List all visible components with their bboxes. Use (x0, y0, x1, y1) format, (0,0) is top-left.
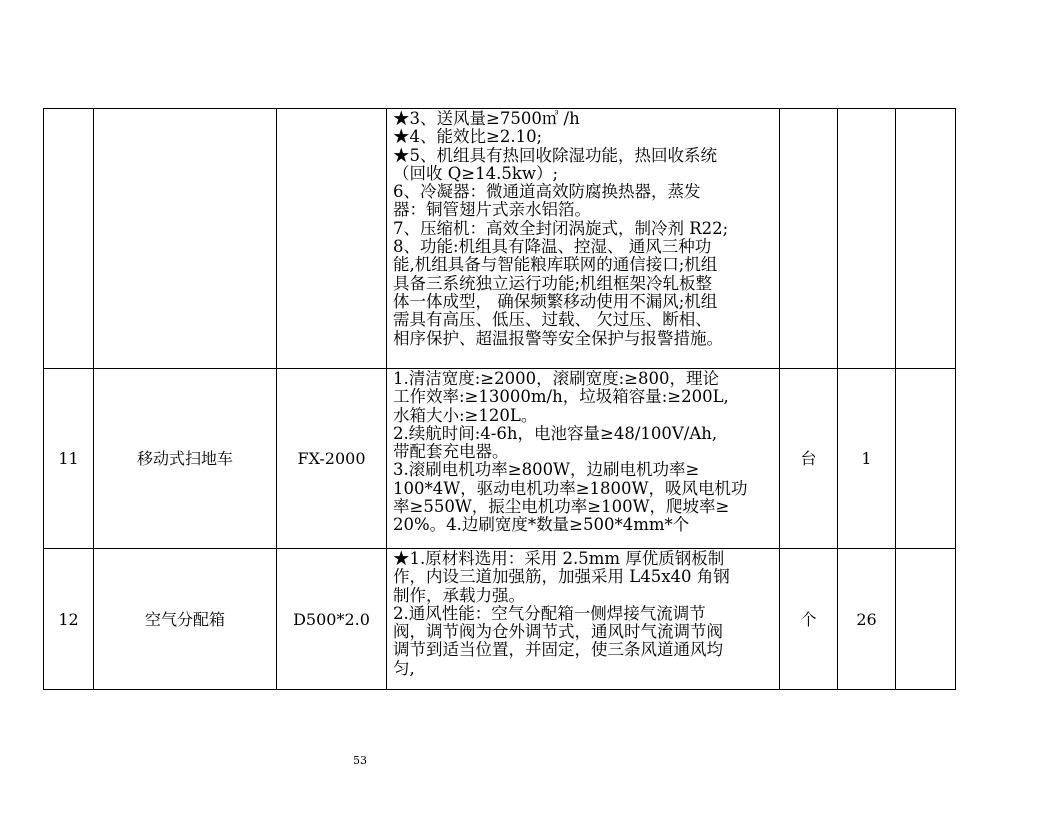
spec-line: 20%。4.边刷宽度*数量≥500*4mm*个 (393, 515, 690, 535)
table-row (44, 369, 956, 549)
item-model-cell (277, 109, 387, 369)
item-spec-cell (387, 109, 780, 369)
item-name-cell: 移动式扫地车 (94, 369, 277, 549)
item-model-cell: FX-2000 (277, 369, 387, 549)
spec-line: 体一体成型， 确保频繁移动使用不漏风;机组 (393, 291, 718, 311)
item-model-cell: D500*2.0 (277, 549, 387, 690)
spec-line: 3.滚刷电机功率≥800W，边刷电机功率≥ (393, 460, 700, 480)
spec-line: 100*4W，驱动电机功率≥1800W，吸风电机功 (393, 478, 748, 498)
spec-line: 能,机组具备与智能粮库联网的通信接口;机组 (393, 255, 718, 275)
spec-line: 具备三系统独立运行功能;机组框架冷轧板整 (393, 273, 713, 293)
item-remark-cell (896, 109, 956, 369)
spec-line: 8、功能:机组具有降温、控湿、 通风三种功 (393, 237, 712, 257)
spec-line: 制作，承载力强。 (393, 585, 525, 605)
spec-line: 阀，调节阀为仓外调节式，通风时气流调节阀 (393, 622, 723, 642)
spec-line: 调节到适当位置，并固定，使三条风道通风均 (393, 640, 723, 660)
item-unit-cell: 台 (780, 369, 838, 549)
spec-line: 1.清洁宽度:≥2000，滚刷宽度:≥800，理论 (393, 369, 719, 388)
table-row (44, 549, 956, 690)
spec-line: 水箱大小:≥120L。 (393, 405, 538, 425)
item-number-cell: 11 (44, 369, 94, 549)
item-quantity-cell: 26 (838, 549, 896, 690)
spec-line: 作，内设三道加强筋，加强采用 L45x40 角钢 (393, 567, 730, 587)
spec-line: 相序保护、超温报警等安全保护与报警措施。 (393, 328, 723, 348)
item-unit-cell: 个 (780, 549, 838, 690)
item-quantity-cell: 1 (838, 369, 896, 549)
spec-line: 器：铜管翅片式亲水铝箔。 (393, 200, 591, 220)
spec-line: 7、压缩机：高效全封闭涡旋式，制冷剂 R22; (393, 218, 729, 238)
spec-line: 需具有高压、低压、过载、 欠过压、断相、 (393, 310, 712, 330)
spec-line: ★5、机组具有热回收除湿功能，热回收系统 (393, 145, 717, 165)
table-row (44, 109, 956, 369)
item-remark-cell (896, 369, 956, 549)
item-number-cell: 12 (44, 549, 94, 690)
spec-line: ★3、送风量≥7500㎥ /h (393, 109, 580, 128)
spec-line: ★4、能效比≥2.10; (393, 127, 543, 147)
spec-line: 带配套充电器。 (393, 442, 509, 462)
spec-line: 工作效率:≥13000m/h，垃圾箱容量:≥200L, (393, 387, 729, 407)
item-unit-cell (780, 109, 838, 369)
item-spec-cell (387, 549, 780, 690)
spec-line: ★1.原材料选用：采用 2.5mm 厚优质钢板制 (393, 549, 725, 568)
item-spec-cell (387, 369, 780, 549)
item-remark-cell (896, 549, 956, 690)
procurement-spec-table (43, 108, 956, 690)
item-number-cell (44, 109, 94, 369)
item-name-cell (94, 109, 277, 369)
spec-line: （回收 Q≥14.5kw）; (393, 163, 559, 183)
spec-line: 2.通风性能：空气分配箱一侧焊接气流调节 (393, 603, 706, 623)
page-number: 53 (353, 754, 367, 767)
item-name-cell: 空气分配箱 (94, 549, 277, 690)
spec-line: 6、冷凝器：微通道高效防腐换热器，蒸发 (393, 182, 701, 202)
spec-line: 2.续航时间:4-6h，电池容量≥48/100V/Ah, (393, 423, 718, 443)
item-quantity-cell (838, 109, 896, 369)
spec-line: 率≥550W，振尘电机功率≥100W，爬坡率≥ (393, 497, 730, 517)
spec-line: 匀, (393, 658, 415, 678)
